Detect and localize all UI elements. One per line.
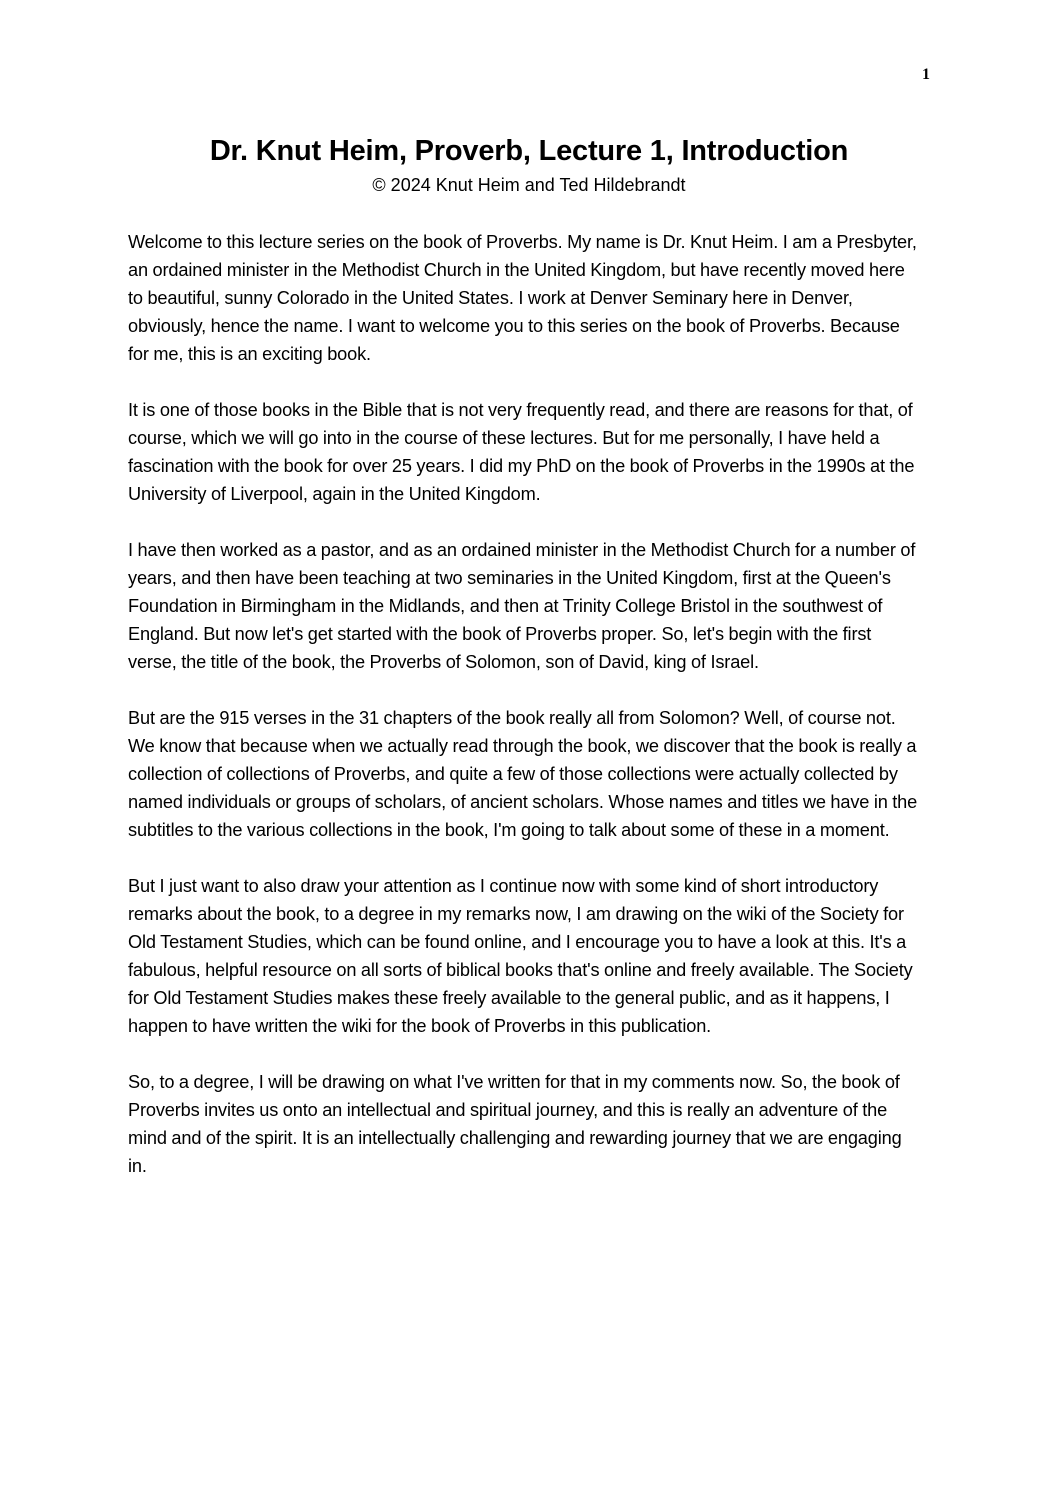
document-body (128, 228, 918, 1208)
paragraph-2: It is one of those books in the Bible that is not very frequently read, and there are reasons for that, of course, which we will go into in the course of these lectures. But for me personally, I have held a fascination with the book for over 25 years. I did my PhD on the book of Proverbs in the 1990s at the University of Liverpool, again in the United Kingdom. (128, 400, 915, 504)
copyright-line: © 2024 Knut Heim and Ted Hildebrandt (372, 175, 686, 195)
paragraph-1: Welcome to this lecture series on the book of Proverbs. My name is Dr. Knut Heim. I am a Presbyter, an ordained minister in the Methodist Church in the United Kingdom, but have recently moved here to beautiful, sunny Colorado in the United States. I work at Denver Seminary here in Denver, obviously, hence the name. I want to welcome you to this series on the book of Proverbs. Because for me, this is an exciting book. (128, 232, 917, 364)
page-title: Dr. Knut Heim, Proverb, Lecture 1, Introduction (209, 135, 849, 167)
title-block (0, 130, 1058, 198)
paragraph-5: But I just want to also draw your attention as I continue now with some kind of short introductory remarks about the book, to a degree in my remarks now, I am drawing on the wiki of the Society for Old Testament Studies, which can be found online, and I encourage you to have a look at this. It's a fabulous, helpful resource on all sorts of biblical books that's online and freely available. The Society for Old Testament Studies makes these freely available to the general public, and as it happens, I happen to have written the wiki for the book of Proverbs in this publication. (128, 876, 913, 1036)
paragraph-4: But are the 915 verses in the 31 chapters of the book really all from Solomon? Well, of course not. We know that because when we actually read through the book, we discover that the book is really a collection of collections of Proverbs, and quite a few of those collections were actually collected by named individuals or groups of scholars, of ancient scholars. Whose names and titles we have in the subtitles to the various collections in the book, I'm going to talk about some of these in a moment. (128, 708, 918, 840)
paragraph-3: I have then worked as a pastor, and as an ordained minister in the Methodist Church for a number of years, and then have been teaching at two seminaries in the United Kingdom, first at the Queen's Foundation in Birmingham in the Midlands, and then at Trinity College Bristol in the southwest of England. But now let's get started with the book of Proverbs proper. So, let's begin with the first verse, the title of the book, the Proverbs of Solomon, son of David, king of Israel. (128, 540, 916, 672)
page-number: 1 (922, 66, 930, 83)
paragraph-6: So, to a degree, I will be drawing on what I've written for that in my comments now. So, the book of Proverbs invites us onto an intellectual and spiritual journey, and this is really an adventure of the mind and of the spirit. It is an intellectually challenging and rewarding journey that we are engaging in. (128, 1072, 902, 1176)
